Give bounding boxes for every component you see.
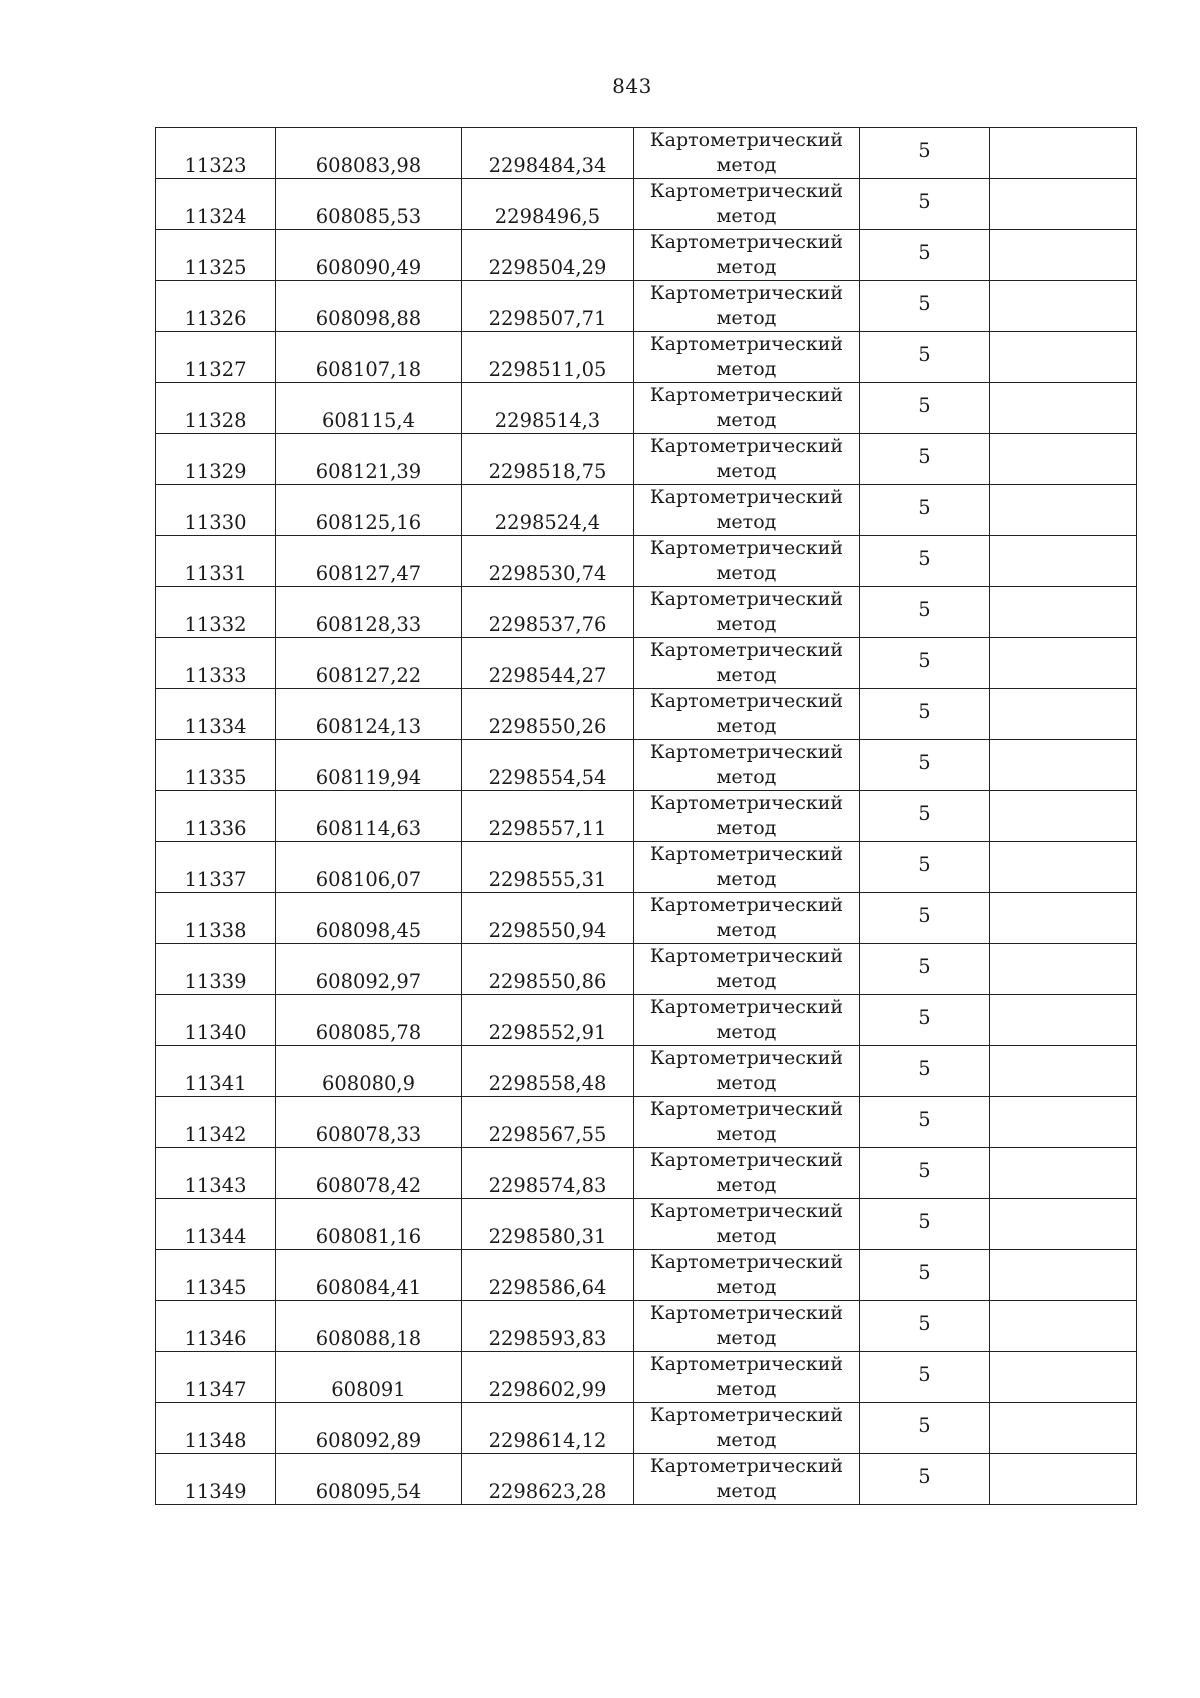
x-coordinate-cell: 608080,9 <box>276 1046 462 1097</box>
accuracy-cell: 5 <box>860 587 990 638</box>
note-cell <box>990 1454 1137 1505</box>
y-coordinate-cell: 2298554,54 <box>462 740 634 791</box>
table-body <box>156 128 1137 1505</box>
y-coordinate-cell: 2298574,83 <box>462 1148 634 1199</box>
table-row <box>156 383 1137 434</box>
method-line-1: Картометрический <box>649 1200 844 1222</box>
method-cell <box>634 434 860 485</box>
note-cell <box>990 740 1137 791</box>
table-row <box>156 1352 1137 1403</box>
table-row <box>156 1199 1137 1250</box>
accuracy-cell: 5 <box>860 893 990 944</box>
y-coordinate-cell: 2298507,71 <box>462 281 634 332</box>
x-coordinate-cell: 608088,18 <box>276 1301 462 1352</box>
note-cell <box>990 332 1137 383</box>
note-cell <box>990 128 1137 179</box>
point-number-cell: 11347 <box>156 1352 276 1403</box>
method-line-1: Картометрический <box>649 894 844 916</box>
method-line-2: метод <box>716 511 777 533</box>
table-row <box>156 434 1137 485</box>
method-line-1: Картометрический <box>649 1149 844 1171</box>
note-cell <box>990 587 1137 638</box>
accuracy-cell: 5 <box>860 1250 990 1301</box>
accuracy-cell: 5 <box>860 791 990 842</box>
method-line-2: метод <box>716 1480 777 1502</box>
method-line-1: Картометрический <box>649 1251 844 1273</box>
note-cell <box>990 179 1137 230</box>
x-coordinate-cell: 608091 <box>276 1352 462 1403</box>
table-row <box>156 128 1137 179</box>
y-coordinate-cell: 2298593,83 <box>462 1301 634 1352</box>
accuracy-cell: 5 <box>860 1301 990 1352</box>
method-cell <box>634 230 860 281</box>
note-cell <box>990 995 1137 1046</box>
method-line-1: Картометрический <box>649 1047 844 1069</box>
point-number-cell: 11346 <box>156 1301 276 1352</box>
y-coordinate-cell: 2298496,5 <box>462 179 634 230</box>
table-row <box>156 893 1137 944</box>
x-coordinate-cell: 608095,54 <box>276 1454 462 1505</box>
y-coordinate-cell: 2298550,26 <box>462 689 634 740</box>
table-row <box>156 1301 1137 1352</box>
point-number-cell: 11349 <box>156 1454 276 1505</box>
method-line-2: метод <box>716 766 777 788</box>
y-coordinate-cell: 2298537,76 <box>462 587 634 638</box>
table-row <box>156 179 1137 230</box>
method-line-2: метод <box>716 1225 777 1247</box>
point-number-cell: 11328 <box>156 383 276 434</box>
method-cell <box>634 1250 860 1301</box>
method-line-1: Картометрический <box>649 843 844 865</box>
method-line-2: метод <box>716 205 777 227</box>
method-line-2: метод <box>716 409 777 431</box>
note-cell <box>990 1352 1137 1403</box>
x-coordinate-cell: 608085,78 <box>276 995 462 1046</box>
method-line-1: Картометрический <box>649 1302 844 1324</box>
x-coordinate-cell: 608078,42 <box>276 1148 462 1199</box>
method-line-2: метод <box>716 358 777 380</box>
point-number-cell: 11339 <box>156 944 276 995</box>
x-coordinate-cell: 608128,33 <box>276 587 462 638</box>
table-row <box>156 1046 1137 1097</box>
x-coordinate-cell: 608127,22 <box>276 638 462 689</box>
method-line-2: метод <box>716 1327 777 1349</box>
method-cell <box>634 1097 860 1148</box>
method-line-1: Картометрический <box>649 231 844 253</box>
x-coordinate-cell: 608081,16 <box>276 1199 462 1250</box>
point-number-cell: 11333 <box>156 638 276 689</box>
y-coordinate-cell: 2298511,05 <box>462 332 634 383</box>
table-row <box>156 1097 1137 1148</box>
method-line-2: метод <box>716 460 777 482</box>
method-cell <box>634 485 860 536</box>
accuracy-cell: 5 <box>860 995 990 1046</box>
note-cell <box>990 893 1137 944</box>
method-line-1: Картометрический <box>649 180 844 202</box>
method-line-1: Картометрический <box>649 1353 844 1375</box>
accuracy-cell: 5 <box>860 1454 990 1505</box>
method-cell <box>634 536 860 587</box>
point-number-cell: 11344 <box>156 1199 276 1250</box>
method-cell <box>634 791 860 842</box>
accuracy-cell: 5 <box>860 179 990 230</box>
x-coordinate-cell: 608114,63 <box>276 791 462 842</box>
y-coordinate-cell: 2298514,3 <box>462 383 634 434</box>
table-row <box>156 1250 1137 1301</box>
method-line-1: Картометрический <box>649 435 844 457</box>
y-coordinate-cell: 2298550,94 <box>462 893 634 944</box>
method-cell <box>634 1352 860 1403</box>
table-row <box>156 740 1137 791</box>
x-coordinate-cell: 608107,18 <box>276 332 462 383</box>
method-line-1: Картометрический <box>649 333 844 355</box>
method-line-2: метод <box>716 1429 777 1451</box>
x-coordinate-cell: 608083,98 <box>276 128 462 179</box>
method-line-2: метод <box>716 1174 777 1196</box>
table-row <box>156 1148 1137 1199</box>
point-number-cell: 11324 <box>156 179 276 230</box>
method-cell <box>634 332 860 383</box>
note-cell <box>990 383 1137 434</box>
method-line-1: Картометрический <box>649 741 844 763</box>
y-coordinate-cell: 2298614,12 <box>462 1403 634 1454</box>
y-coordinate-cell: 2298558,48 <box>462 1046 634 1097</box>
point-number-cell: 11340 <box>156 995 276 1046</box>
method-cell <box>634 1403 860 1454</box>
method-line-2: метод <box>716 1021 777 1043</box>
y-coordinate-cell: 2298550,86 <box>462 944 634 995</box>
method-cell <box>634 128 860 179</box>
method-line-2: метод <box>716 613 777 635</box>
x-coordinate-cell: 608098,45 <box>276 893 462 944</box>
y-coordinate-cell: 2298580,31 <box>462 1199 634 1250</box>
table-row <box>156 995 1137 1046</box>
x-coordinate-cell: 608124,13 <box>276 689 462 740</box>
note-cell <box>990 1199 1137 1250</box>
accuracy-cell: 5 <box>860 128 990 179</box>
x-coordinate-cell: 608092,89 <box>276 1403 462 1454</box>
accuracy-cell: 5 <box>860 1199 990 1250</box>
method-line-1: Картометрический <box>649 537 844 559</box>
y-coordinate-cell: 2298530,74 <box>462 536 634 587</box>
method-cell <box>634 1454 860 1505</box>
method-line-1: Картометрический <box>649 384 844 406</box>
point-number-cell: 11336 <box>156 791 276 842</box>
accuracy-cell: 5 <box>860 1148 990 1199</box>
point-number-cell: 11331 <box>156 536 276 587</box>
x-coordinate-cell: 608084,41 <box>276 1250 462 1301</box>
note-cell <box>990 689 1137 740</box>
point-number-cell: 11338 <box>156 893 276 944</box>
method-line-2: метод <box>716 256 777 278</box>
point-number-cell: 11348 <box>156 1403 276 1454</box>
accuracy-cell: 5 <box>860 1097 990 1148</box>
coordinates-table <box>155 127 1137 1505</box>
method-line-2: метод <box>716 307 777 329</box>
method-cell <box>634 689 860 740</box>
note-cell <box>990 638 1137 689</box>
x-coordinate-cell: 608115,4 <box>276 383 462 434</box>
y-coordinate-cell: 2298555,31 <box>462 842 634 893</box>
accuracy-cell: 5 <box>860 434 990 485</box>
y-coordinate-cell: 2298518,75 <box>462 434 634 485</box>
method-cell <box>634 893 860 944</box>
method-cell <box>634 638 860 689</box>
method-line-2: метод <box>716 817 777 839</box>
point-number-cell: 11335 <box>156 740 276 791</box>
method-line-1: Картометрический <box>649 945 844 967</box>
method-cell <box>634 1148 860 1199</box>
y-coordinate-cell: 2298484,34 <box>462 128 634 179</box>
x-coordinate-cell: 608127,47 <box>276 536 462 587</box>
y-coordinate-cell: 2298623,28 <box>462 1454 634 1505</box>
y-coordinate-cell: 2298586,64 <box>462 1250 634 1301</box>
method-line-1: Картометрический <box>649 1098 844 1120</box>
y-coordinate-cell: 2298602,99 <box>462 1352 634 1403</box>
accuracy-cell: 5 <box>860 740 990 791</box>
method-cell <box>634 281 860 332</box>
accuracy-cell: 5 <box>860 485 990 536</box>
point-number-cell: 11325 <box>156 230 276 281</box>
note-cell <box>990 1301 1137 1352</box>
y-coordinate-cell: 2298544,27 <box>462 638 634 689</box>
note-cell <box>990 944 1137 995</box>
method-line-2: метод <box>716 1276 777 1298</box>
method-cell <box>634 587 860 638</box>
method-cell <box>634 995 860 1046</box>
x-coordinate-cell: 608092,97 <box>276 944 462 995</box>
note-cell <box>990 434 1137 485</box>
point-number-cell: 11330 <box>156 485 276 536</box>
table-row <box>156 842 1137 893</box>
method-line-1: Картометрический <box>649 129 844 151</box>
method-line-1: Картометрический <box>649 486 844 508</box>
method-line-2: метод <box>716 1378 777 1400</box>
x-coordinate-cell: 608121,39 <box>276 434 462 485</box>
method-line-1: Картометрический <box>649 690 844 712</box>
point-number-cell: 11343 <box>156 1148 276 1199</box>
point-number-cell: 11323 <box>156 128 276 179</box>
method-line-2: метод <box>716 715 777 737</box>
accuracy-cell: 5 <box>860 1403 990 1454</box>
page-number: 843 <box>612 74 652 98</box>
x-coordinate-cell: 608090,49 <box>276 230 462 281</box>
method-cell <box>634 1199 860 1250</box>
accuracy-cell: 5 <box>860 1352 990 1403</box>
y-coordinate-cell: 2298567,55 <box>462 1097 634 1148</box>
point-number-cell: 11342 <box>156 1097 276 1148</box>
method-line-1: Картометрический <box>649 996 844 1018</box>
method-line-2: метод <box>716 562 777 584</box>
method-line-1: Картометрический <box>649 282 844 304</box>
table-row <box>156 1454 1137 1505</box>
note-cell <box>990 1403 1137 1454</box>
table-row <box>156 485 1137 536</box>
method-cell <box>634 1046 860 1097</box>
point-number-cell: 11329 <box>156 434 276 485</box>
x-coordinate-cell: 608106,07 <box>276 842 462 893</box>
note-cell <box>990 281 1137 332</box>
point-number-cell: 11341 <box>156 1046 276 1097</box>
table-row <box>156 536 1137 587</box>
note-cell <box>990 536 1137 587</box>
accuracy-cell: 5 <box>860 1046 990 1097</box>
accuracy-cell: 5 <box>860 638 990 689</box>
method-line-2: метод <box>716 919 777 941</box>
method-line-2: метод <box>716 1072 777 1094</box>
accuracy-cell: 5 <box>860 842 990 893</box>
point-number-cell: 11332 <box>156 587 276 638</box>
point-number-cell: 11327 <box>156 332 276 383</box>
x-coordinate-cell: 608085,53 <box>276 179 462 230</box>
method-line-1: Картометрический <box>649 792 844 814</box>
table-row <box>156 638 1137 689</box>
accuracy-cell: 5 <box>860 281 990 332</box>
table-row <box>156 332 1137 383</box>
table-row <box>156 791 1137 842</box>
method-line-2: метод <box>716 868 777 890</box>
table-row <box>156 230 1137 281</box>
method-cell <box>634 1301 860 1352</box>
y-coordinate-cell: 2298504,29 <box>462 230 634 281</box>
method-cell <box>634 740 860 791</box>
x-coordinate-cell: 608078,33 <box>276 1097 462 1148</box>
accuracy-cell: 5 <box>860 332 990 383</box>
table-row <box>156 1403 1137 1454</box>
method-line-2: метод <box>716 664 777 686</box>
note-cell <box>990 842 1137 893</box>
method-line-1: Картометрический <box>649 588 844 610</box>
note-cell <box>990 1046 1137 1097</box>
table-row <box>156 587 1137 638</box>
y-coordinate-cell: 2298524,4 <box>462 485 634 536</box>
method-line-2: метод <box>716 1123 777 1145</box>
accuracy-cell: 5 <box>860 383 990 434</box>
note-cell <box>990 1097 1137 1148</box>
method-line-1: Картометрический <box>649 1455 844 1477</box>
accuracy-cell: 5 <box>860 944 990 995</box>
y-coordinate-cell: 2298557,11 <box>462 791 634 842</box>
method-cell <box>634 944 860 995</box>
table-row <box>156 944 1137 995</box>
method-cell <box>634 179 860 230</box>
method-line-1: Картометрический <box>649 639 844 661</box>
method-cell <box>634 383 860 434</box>
note-cell <box>990 485 1137 536</box>
y-coordinate-cell: 2298552,91 <box>462 995 634 1046</box>
note-cell <box>990 1148 1137 1199</box>
note-cell <box>990 1250 1137 1301</box>
method-line-2: метод <box>716 970 777 992</box>
x-coordinate-cell: 608125,16 <box>276 485 462 536</box>
point-number-cell: 11326 <box>156 281 276 332</box>
accuracy-cell: 5 <box>860 689 990 740</box>
method-line-1: Картометрический <box>649 1404 844 1426</box>
x-coordinate-cell: 608098,88 <box>276 281 462 332</box>
method-line-2: метод <box>716 154 777 176</box>
point-number-cell: 11345 <box>156 1250 276 1301</box>
x-coordinate-cell: 608119,94 <box>276 740 462 791</box>
table-row <box>156 281 1137 332</box>
note-cell <box>990 791 1137 842</box>
point-number-cell: 11334 <box>156 689 276 740</box>
note-cell <box>990 230 1137 281</box>
method-cell <box>634 842 860 893</box>
accuracy-cell: 5 <box>860 536 990 587</box>
table-row <box>156 689 1137 740</box>
accuracy-cell: 5 <box>860 230 990 281</box>
point-number-cell: 11337 <box>156 842 276 893</box>
